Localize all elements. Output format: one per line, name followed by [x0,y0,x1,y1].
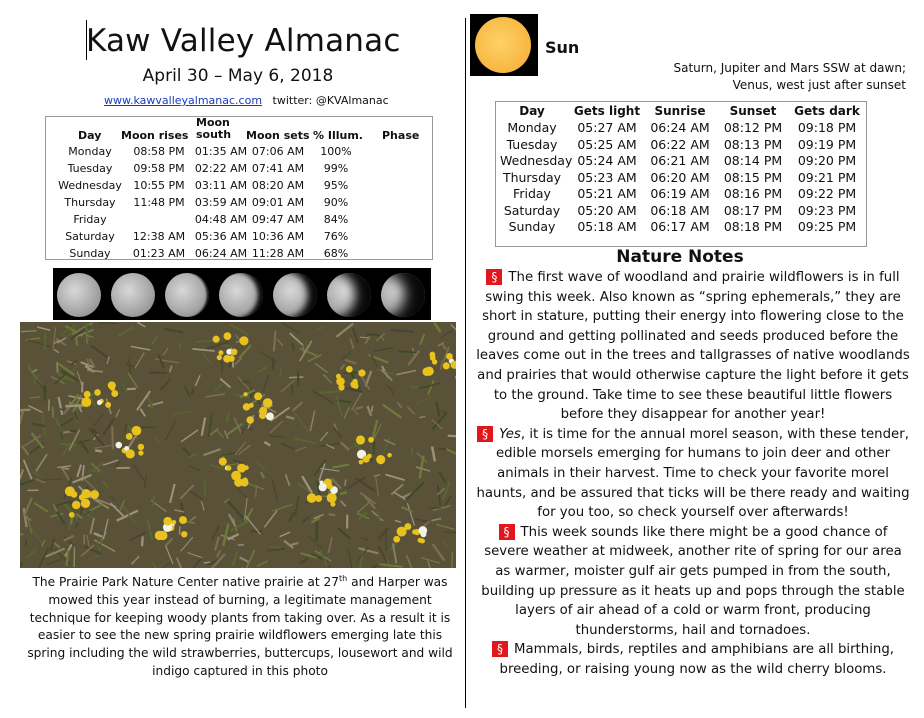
cell-set: 08:15 PM [723,169,783,185]
cell-dark: 09:19 PM [797,136,857,152]
cell-dark: 09:18 PM [797,120,857,135]
cell-illum: 99% [323,162,349,175]
table-row [496,120,866,137]
cell-light: 05:25 AM [577,136,637,152]
cell-light: 05:18 AM [577,219,637,234]
table-row [46,213,432,230]
col-moon-rises: Moon rises [121,129,189,142]
cell-south: 03:11 AM [194,179,248,192]
cell-rise: 06:18 AM [650,202,710,218]
cell-rise: 06:19 AM [650,186,710,201]
col-illum: % Illum. [313,129,363,142]
cell-rise: 06:21 AM [650,153,710,168]
table-row [496,203,866,220]
cell-rises: 08:58 PM [133,145,185,158]
photo-caption: The Prairie Park Nature Center native prairie at 27th and Harper was mowed this year instead of burning, a legitimate management technique for keeping woody plants from taking over. As a result it is easier to see the new spring prairie wildflowers emerging late this spring including the wild strawberries, buttercups, lousewort and wild indigo captured in this photo [27,574,453,679]
cell-illum: 100% [320,145,352,158]
moon-phase-icon [381,273,425,317]
prairie-photo [20,322,456,568]
col-gets-light: Gets light [573,104,641,118]
nature-notes-body [476,268,910,679]
cell-day: Friday [73,213,107,226]
cell-sets: 10:36 AM [251,230,305,243]
moon-table [45,116,433,260]
web-line [104,94,389,107]
page-title: Kaw Valley Almanac [86,23,401,59]
cell-day: Tuesday [67,162,113,175]
cell-sets: 09:01 AM [251,196,305,209]
cell-day: Thursday [64,196,116,209]
cell-south: 04:48 AM [194,213,248,226]
moon-phase-icon [165,273,209,317]
cell-rises: 09:58 PM [133,162,185,175]
twitter-handle: twitter: @KVAlmanac [272,94,389,107]
table-row [46,145,432,162]
cell-day: Monday [68,145,112,158]
cell-set: 08:16 PM [723,186,783,201]
cell-light: 05:20 AM [577,202,637,218]
nature-note-3: § This week sounds like there might be a good chance of severe weather at midweek, another rite of spring for our area as warmer, moister gulf air gets pumped in from the south, building up pressure as it heats up and pops through the stable layers of air ahead of a cold or warm front, producing thunderstorms, hail and tornadoes. [481,524,905,638]
moon-phase-icon [273,273,317,317]
table-row [496,186,866,203]
nature-note-1: § The first wave of woodland and prairie wildflowers is in full swing this week. Also known as “spring ephemerals,” they are short in stature, putting their energy into flowering close to the ground and getting pollinated and seeds produced before the leaves come out in the trees and tallgrasses of native woodlands and prairies that would otherwise capture the light before it gets to the ground. Take time to see these beautiful little flowers before they disappear for another year! [476,270,910,423]
cell-south: 06:24 AM [194,247,248,260]
table-row [46,230,432,247]
nature-note-2: § Yes, it is time for the annual morel season, with these tender, edible morsels emerging for humans to join deer and other animals in their harvest. Time to check your favorite morel haunts, and be assured that ticks will be there ready and waiting for you too, so check yourself over afterwards! [476,426,910,521]
sun-table [495,101,867,247]
date-range: April 30 – May 6, 2018 [142,66,334,86]
wildflower-photo-illustration [20,322,456,568]
cell-sets: 09:47 AM [251,213,305,226]
sun-table-header [496,104,866,121]
cell-set: 08:14 PM [723,153,783,168]
moon-phase-icon [57,273,101,317]
col-day: Day [78,129,102,142]
cell-rise: 06:20 AM [650,169,710,185]
cell-dark: 09:20 PM [797,153,857,168]
cell-rises: 10:55 PM [133,179,185,192]
cell-illum: 90% [323,196,349,209]
website-link[interactable]: www.kawvalleyalmanac.com [104,94,263,107]
cell-illum: 84% [323,213,349,226]
cell-day: Tuesday [506,136,558,152]
col-sunrise: Sunrise [654,104,706,118]
table-row [496,153,866,170]
cell-illum: 95% [323,179,349,192]
planets-note: Saturn, Jupiter and Mars SSW at dawn; Venus, west just after sunset [673,61,906,92]
col-phase: Phase [382,129,420,142]
cell-south: 01:35 AM [194,145,248,158]
cell-day: Sunday [69,247,111,260]
cell-rise: 06:17 AM [650,219,710,234]
table-row [46,179,432,196]
cell-dark: 09:23 PM [797,202,857,218]
column-divider [465,18,466,708]
cell-dark: 09:22 PM [797,186,857,201]
table-row [46,162,432,179]
cell-light: 05:21 AM [577,186,637,201]
cell-rises: 12:38 AM [132,230,186,243]
sun-label: Sun [545,38,580,57]
cell-day: Saturday [65,230,115,243]
cell-day: Friday [513,186,551,201]
cell-set: 08:17 PM [723,202,783,218]
col-sunset: Sunset [729,104,777,118]
sun-icon [470,14,538,76]
cell-sets: 08:20 AM [251,179,305,192]
moon-phase-icon [219,273,263,317]
cell-rises: 11:48 PM [133,196,185,209]
moon-phase-strip [53,268,431,320]
cell-rise: 06:22 AM [650,136,710,152]
cell-light: 05:27 AM [577,120,637,135]
cell-south: 05:36 AM [194,230,248,243]
cell-south: 03:59 AM [194,196,248,209]
col-gets-dark: Gets dark [794,104,860,118]
cell-day: Thursday [502,169,562,185]
col-day: Day [519,104,545,118]
cell-dark: 09:25 PM [797,219,857,234]
cell-day: Saturday [503,202,561,218]
table-row [46,247,432,264]
cell-light: 05:23 AM [577,169,637,185]
cell-set: 08:12 PM [723,120,783,135]
cell-light: 05:24 AM [577,153,637,168]
cell-rise: 06:24 AM [650,120,710,135]
col-moon-south: Moon south [196,116,232,141]
cell-set: 08:13 PM [723,136,783,152]
cell-illum: 68% [323,247,349,260]
section-mark-icon: § [486,269,502,285]
cell-sets: 07:41 AM [251,162,305,175]
cell-sets: 11:28 AM [251,247,305,260]
cell-day: Monday [507,120,557,135]
table-row [46,196,432,213]
cell-day: Sunday [508,219,556,234]
table-row [496,137,866,154]
cell-sets: 07:06 AM [251,145,305,158]
cell-set: 08:18 PM [723,219,783,234]
section-mark-icon: § [477,426,493,442]
col-moon-sets: Moon sets [246,129,310,142]
table-row [496,170,866,187]
cell-day: Wednesday [500,153,573,168]
moon-phase-icon [327,273,371,317]
nature-notes-title: Nature Notes [616,247,744,267]
cell-day: Wednesday [58,179,122,192]
cell-rises: 01:23 AM [132,247,186,260]
moon-phase-icon [111,273,155,317]
table-row [496,219,866,236]
section-mark-icon: § [499,524,515,540]
nature-note-4: § Mammals, birds, reptiles and amphibians are all birthing, breeding, or raising young now as the wild cherry blooms. [476,640,910,679]
section-mark-icon: § [492,641,508,657]
cell-south: 02:22 AM [194,162,248,175]
cell-dark: 09:21 PM [797,169,857,185]
cell-illum: 76% [323,230,349,243]
